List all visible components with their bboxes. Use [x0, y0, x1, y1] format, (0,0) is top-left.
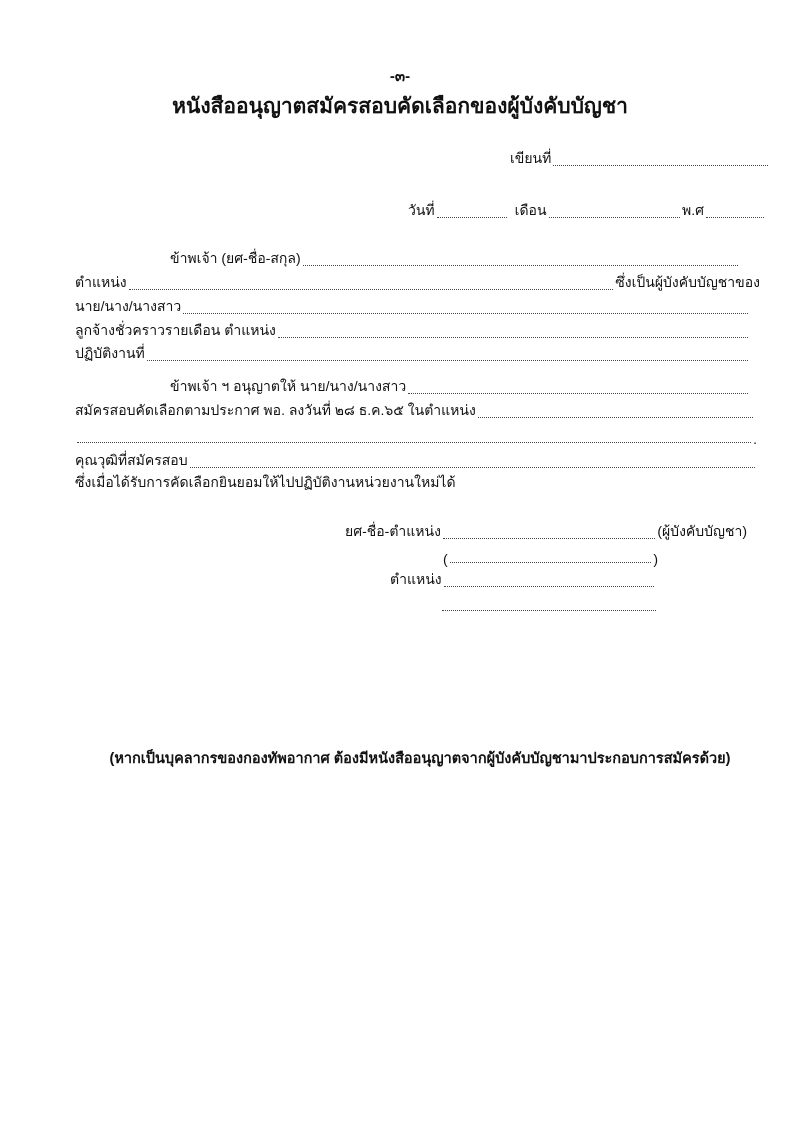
workplace-field[interactable] — [75, 345, 750, 365]
signature-extra-field[interactable] — [440, 595, 658, 615]
signature-position-field[interactable] — [390, 571, 656, 591]
written-at-label: เขียนที่ — [510, 150, 552, 166]
workplace-label: ปฏิบัติงานที่ — [75, 345, 145, 361]
supervisor-position-blank[interactable] — [129, 288, 614, 290]
page-number: -๓- — [389, 68, 411, 85]
supervisor-name-label: ข้าพเจ้า (ยศ-ชื่อ-สกุล) — [170, 250, 301, 266]
temp-employee-label: ลูกจ้างชั่วคราวรายเดือน ตำแหน่ง — [75, 322, 276, 338]
page-title: หนังสืออนุญาตสมัครสอบคัดเลือกของผู้บังคับบัญชา — [172, 95, 628, 118]
open-paren: ( — [443, 551, 448, 567]
month-blank[interactable] — [549, 216, 680, 218]
year-blank[interactable] — [706, 216, 764, 218]
date-field[interactable] — [408, 202, 766, 222]
day-label: วันที่ — [408, 202, 435, 218]
applied-position-field[interactable] — [75, 402, 755, 422]
written-at-field[interactable] — [510, 150, 770, 170]
applied-position-continued-field[interactable] — [75, 427, 757, 447]
temp-employee-position-field[interactable] — [75, 322, 750, 342]
year-label: พ.ศ — [681, 202, 704, 218]
signature-printed-name-blank[interactable] — [450, 561, 652, 563]
signature-position-label: ตำแหน่ง — [390, 571, 442, 587]
employee-name-field[interactable] — [75, 298, 750, 318]
temp-employee-position-blank[interactable] — [278, 336, 748, 338]
employee-title-label: นาย/นาง/นางสาว — [75, 298, 182, 314]
signature-printed-name-field[interactable] — [443, 547, 658, 567]
permit-label: ข้าพเจ้า ฯ อนุญาตให้ นาย/นาง/นางสาว — [170, 378, 407, 394]
qualification-blank[interactable] — [190, 466, 755, 468]
close-paren: ) — [653, 551, 658, 567]
supervisor-name-blank[interactable] — [303, 264, 738, 266]
applied-position-blank[interactable] — [478, 416, 753, 418]
applied-position-continued-blank[interactable] — [77, 441, 751, 443]
month-label: เดือน — [514, 202, 547, 218]
written-at-blank[interactable] — [553, 164, 768, 166]
permitted-person-field[interactable] — [170, 378, 750, 398]
signature-name-field[interactable] — [345, 523, 747, 543]
signature-name-blank[interactable] — [443, 537, 655, 539]
signature-position-blank[interactable] — [444, 585, 654, 587]
supervisor-name-field[interactable] — [170, 250, 740, 270]
qualification-label: คุณวุฒิที่สมัครสอบ — [75, 452, 188, 468]
supervisor-note: (ผู้บังคับบัญชา) — [657, 523, 747, 539]
supervisor-of-label: ซึ่งเป็นผู้บังคับบัญชาของ — [615, 274, 760, 290]
permitted-person-blank[interactable] — [408, 392, 748, 394]
employee-name-blank[interactable] — [183, 312, 748, 314]
signature-extra-blank[interactable] — [442, 609, 656, 611]
footer-note: (หากเป็นบุคลากรของกองทัพอากาศ ต้องมีหนังสืออนุญาตจากผู้บังคับบัญชามาประกอบการสมัครด้วย) — [109, 751, 731, 767]
line-end: . — [753, 431, 757, 447]
consent-text: ซึ่งเมื่อได้รับการคัดเลือกยินยอมให้ไปปฏิบัติงานหน่วยงานใหม่ได้ — [75, 474, 456, 490]
day-blank[interactable] — [437, 216, 507, 218]
supervisor-position-field[interactable] — [75, 274, 760, 294]
workplace-blank[interactable] — [147, 359, 748, 361]
signature-name-label: ยศ-ชื่อ-ตำแหน่ง — [345, 523, 441, 539]
supervisor-position-label: ตำแหน่ง — [75, 274, 127, 290]
apply-label: สมัครสอบคัดเลือกตามประกาศ พอ. ลงวันที่ ๒๘ ธ.ค.๖๕ ในตำแหน่ง — [75, 402, 476, 418]
qualification-field[interactable] — [75, 452, 757, 472]
